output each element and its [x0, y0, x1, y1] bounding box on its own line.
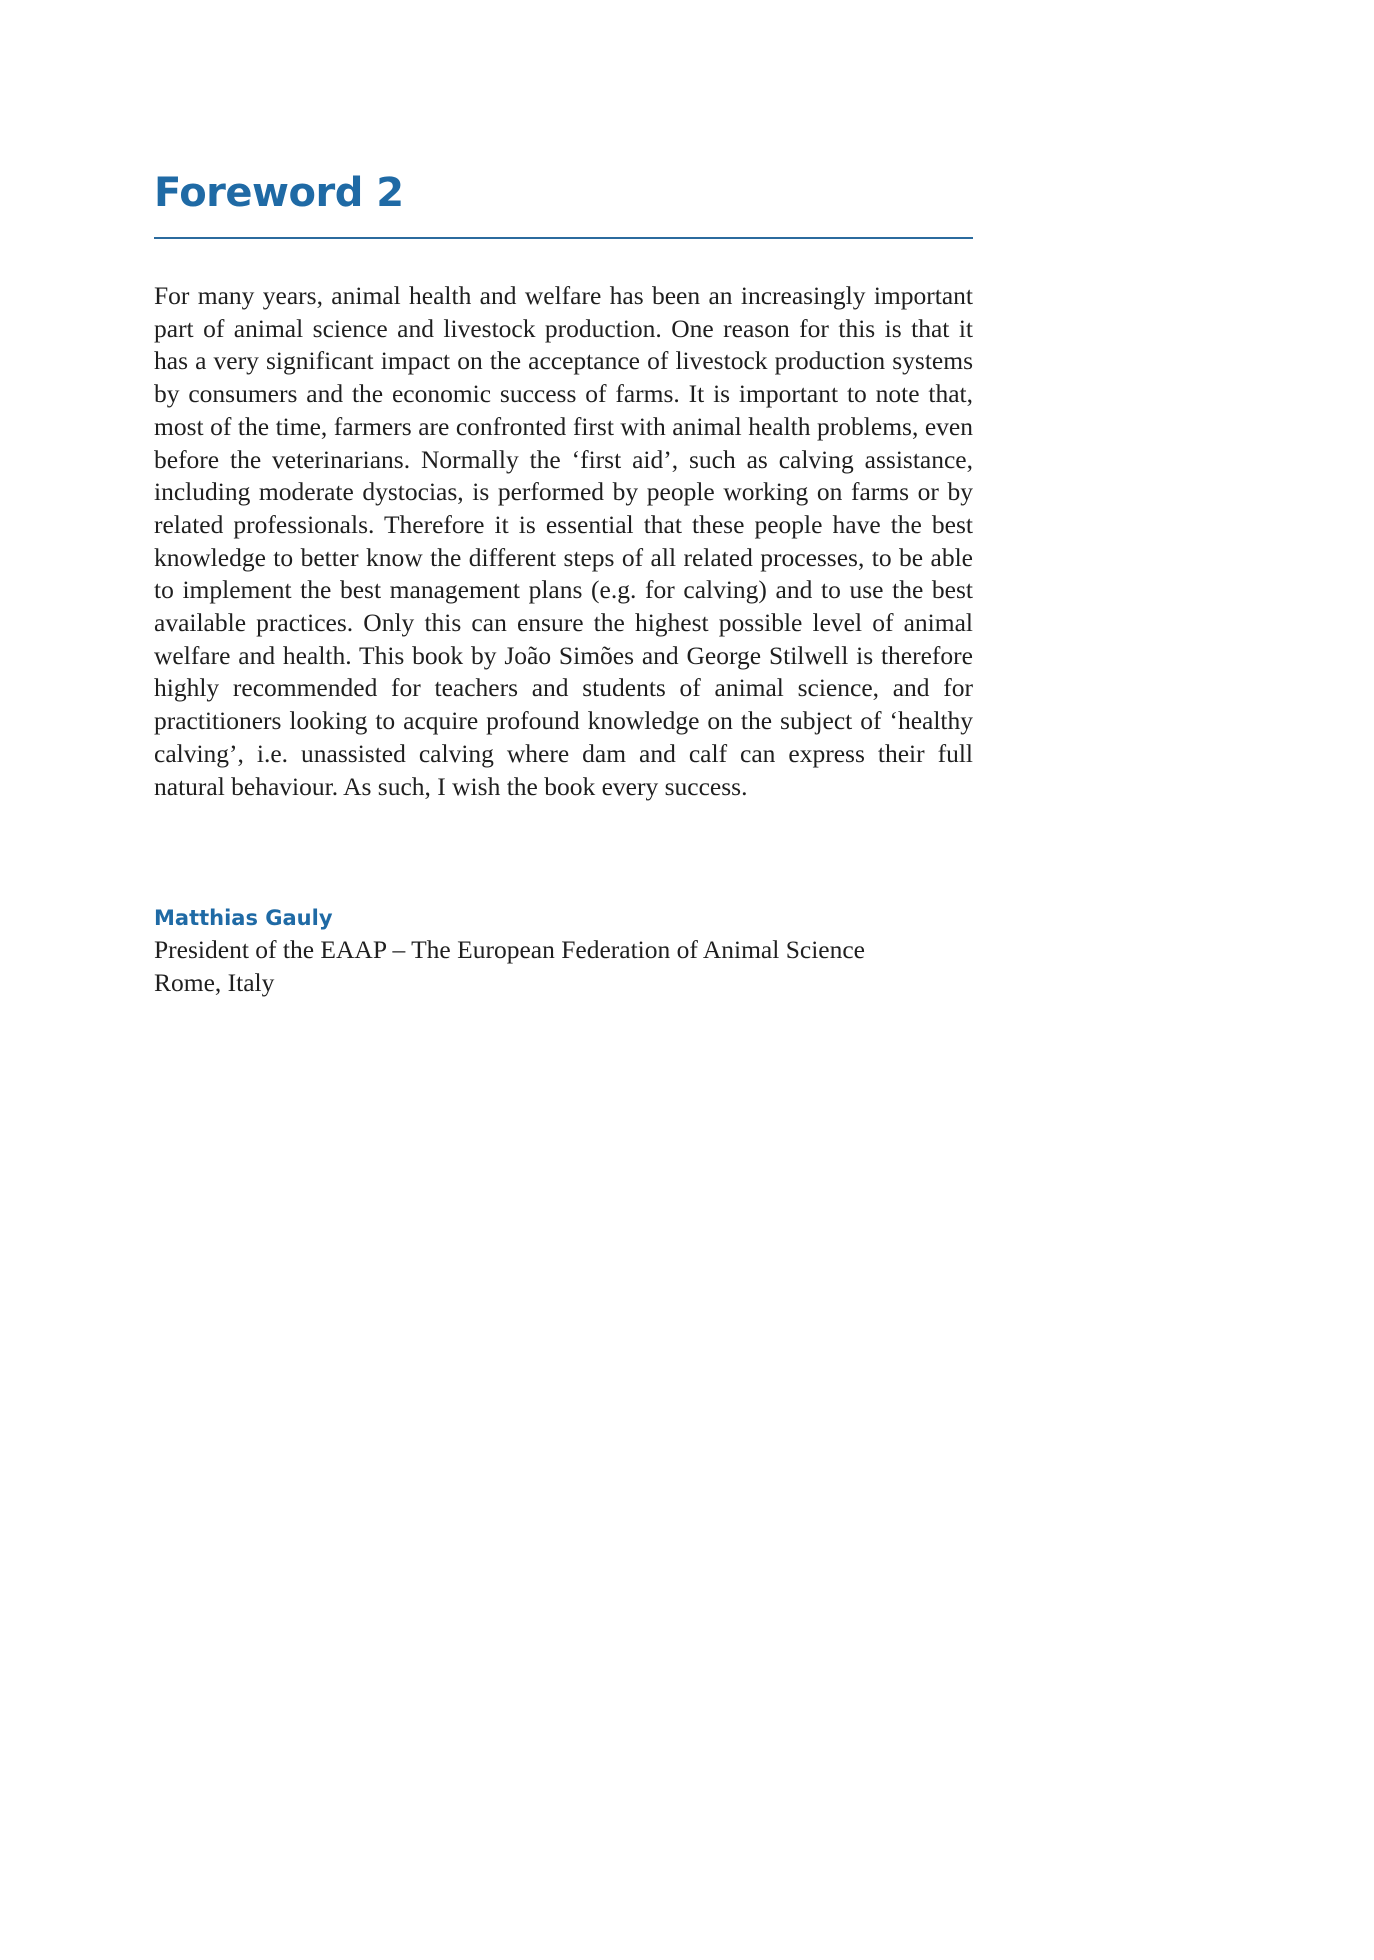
author-name: Matthias Gauly: [154, 906, 333, 930]
page-title: Foreword 2: [154, 170, 404, 216]
foreword-paragraph: For many years, animal health and welfare has been an increasingly important part of animal science and livestock production. One reason for this is that it has a very significant impact on the acceptance of livestock production systems by consumers and the economic success of farms. It is important to note that, most of the time, farmers are confronted first with animal health problems, even before the veterinarians. Normally the ‘first aid’, such as calving assistance, including moderate dystocias, is performed by people working on farms or by related professionals. Therefore it is essential that these people have the best knowledge to better know the different steps of all related processes, to be able to implement the best management plans (e.g. for calving) and to use the best available practices. Only this can ensure the highest possible level of animal welfare and health. This book by João Simões and George Stilwell is therefore highly recommended for teachers and students of animal science, and for practitioners looking to acquire profound knowledge on the subject of ‘healthy calving’, i.e. unassisted calving where dam and calf can express their full natural behaviour. As such, I wish the book every success.: [154, 281, 973, 801]
author-affiliation: President of the EAAP – The European Federation of Animal Science: [154, 935, 865, 964]
title-divider: [154, 237, 973, 239]
author-location: Rome, Italy: [154, 968, 275, 997]
